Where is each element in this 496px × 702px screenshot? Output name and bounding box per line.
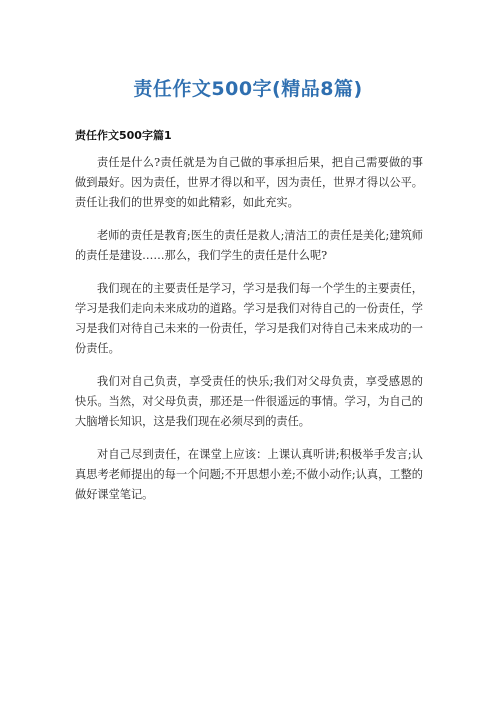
paragraph: 我们对自己负责，享受责任的快乐;我们对父母负责，享受感恩的快乐。当然，对父母负责，那还是一件很遥远的事情。学习，为自己的大脑增长知识，这是我们现在必须尽到的责任。 bbox=[75, 375, 423, 428]
paragraph: 我们现在的主要责任是学习，学习是我们每一个学生的主要责任，学习是我们走向未来成功的道路。学习是我们对待自己的一份责任，学习是我们对待自己未来的一份责任，学习是我们对待自己未来成功的一份责任。 bbox=[75, 282, 423, 355]
paragraph: 责任是什么?责任就是为自己做的事承担后果，把自己需要做的事做到最好。因为责任，世界才得以和平，因为责任，世界才得以公平。责任让我们的世界变的如此精彩，如此充实。 bbox=[75, 156, 423, 209]
paragraph: 对自己尽到责任，在课堂上应该：上课认真听讲;积极举手发言;认真思考老师提出的每一个问题;不开思想小差;不做小动作;认真，工整的做好课堂笔记。 bbox=[75, 448, 423, 501]
document-title: 责任作文500字(精品8篇) bbox=[133, 78, 363, 100]
paragraph: 老师的责任是教育;医生的责任是救人;清洁工的责任是美化;建筑师的责任是建设……那么，我们学生的责任是什么呢? bbox=[75, 229, 423, 262]
document-body bbox=[75, 153, 423, 518]
section-heading: 责任作文500字篇1 bbox=[75, 129, 172, 142]
